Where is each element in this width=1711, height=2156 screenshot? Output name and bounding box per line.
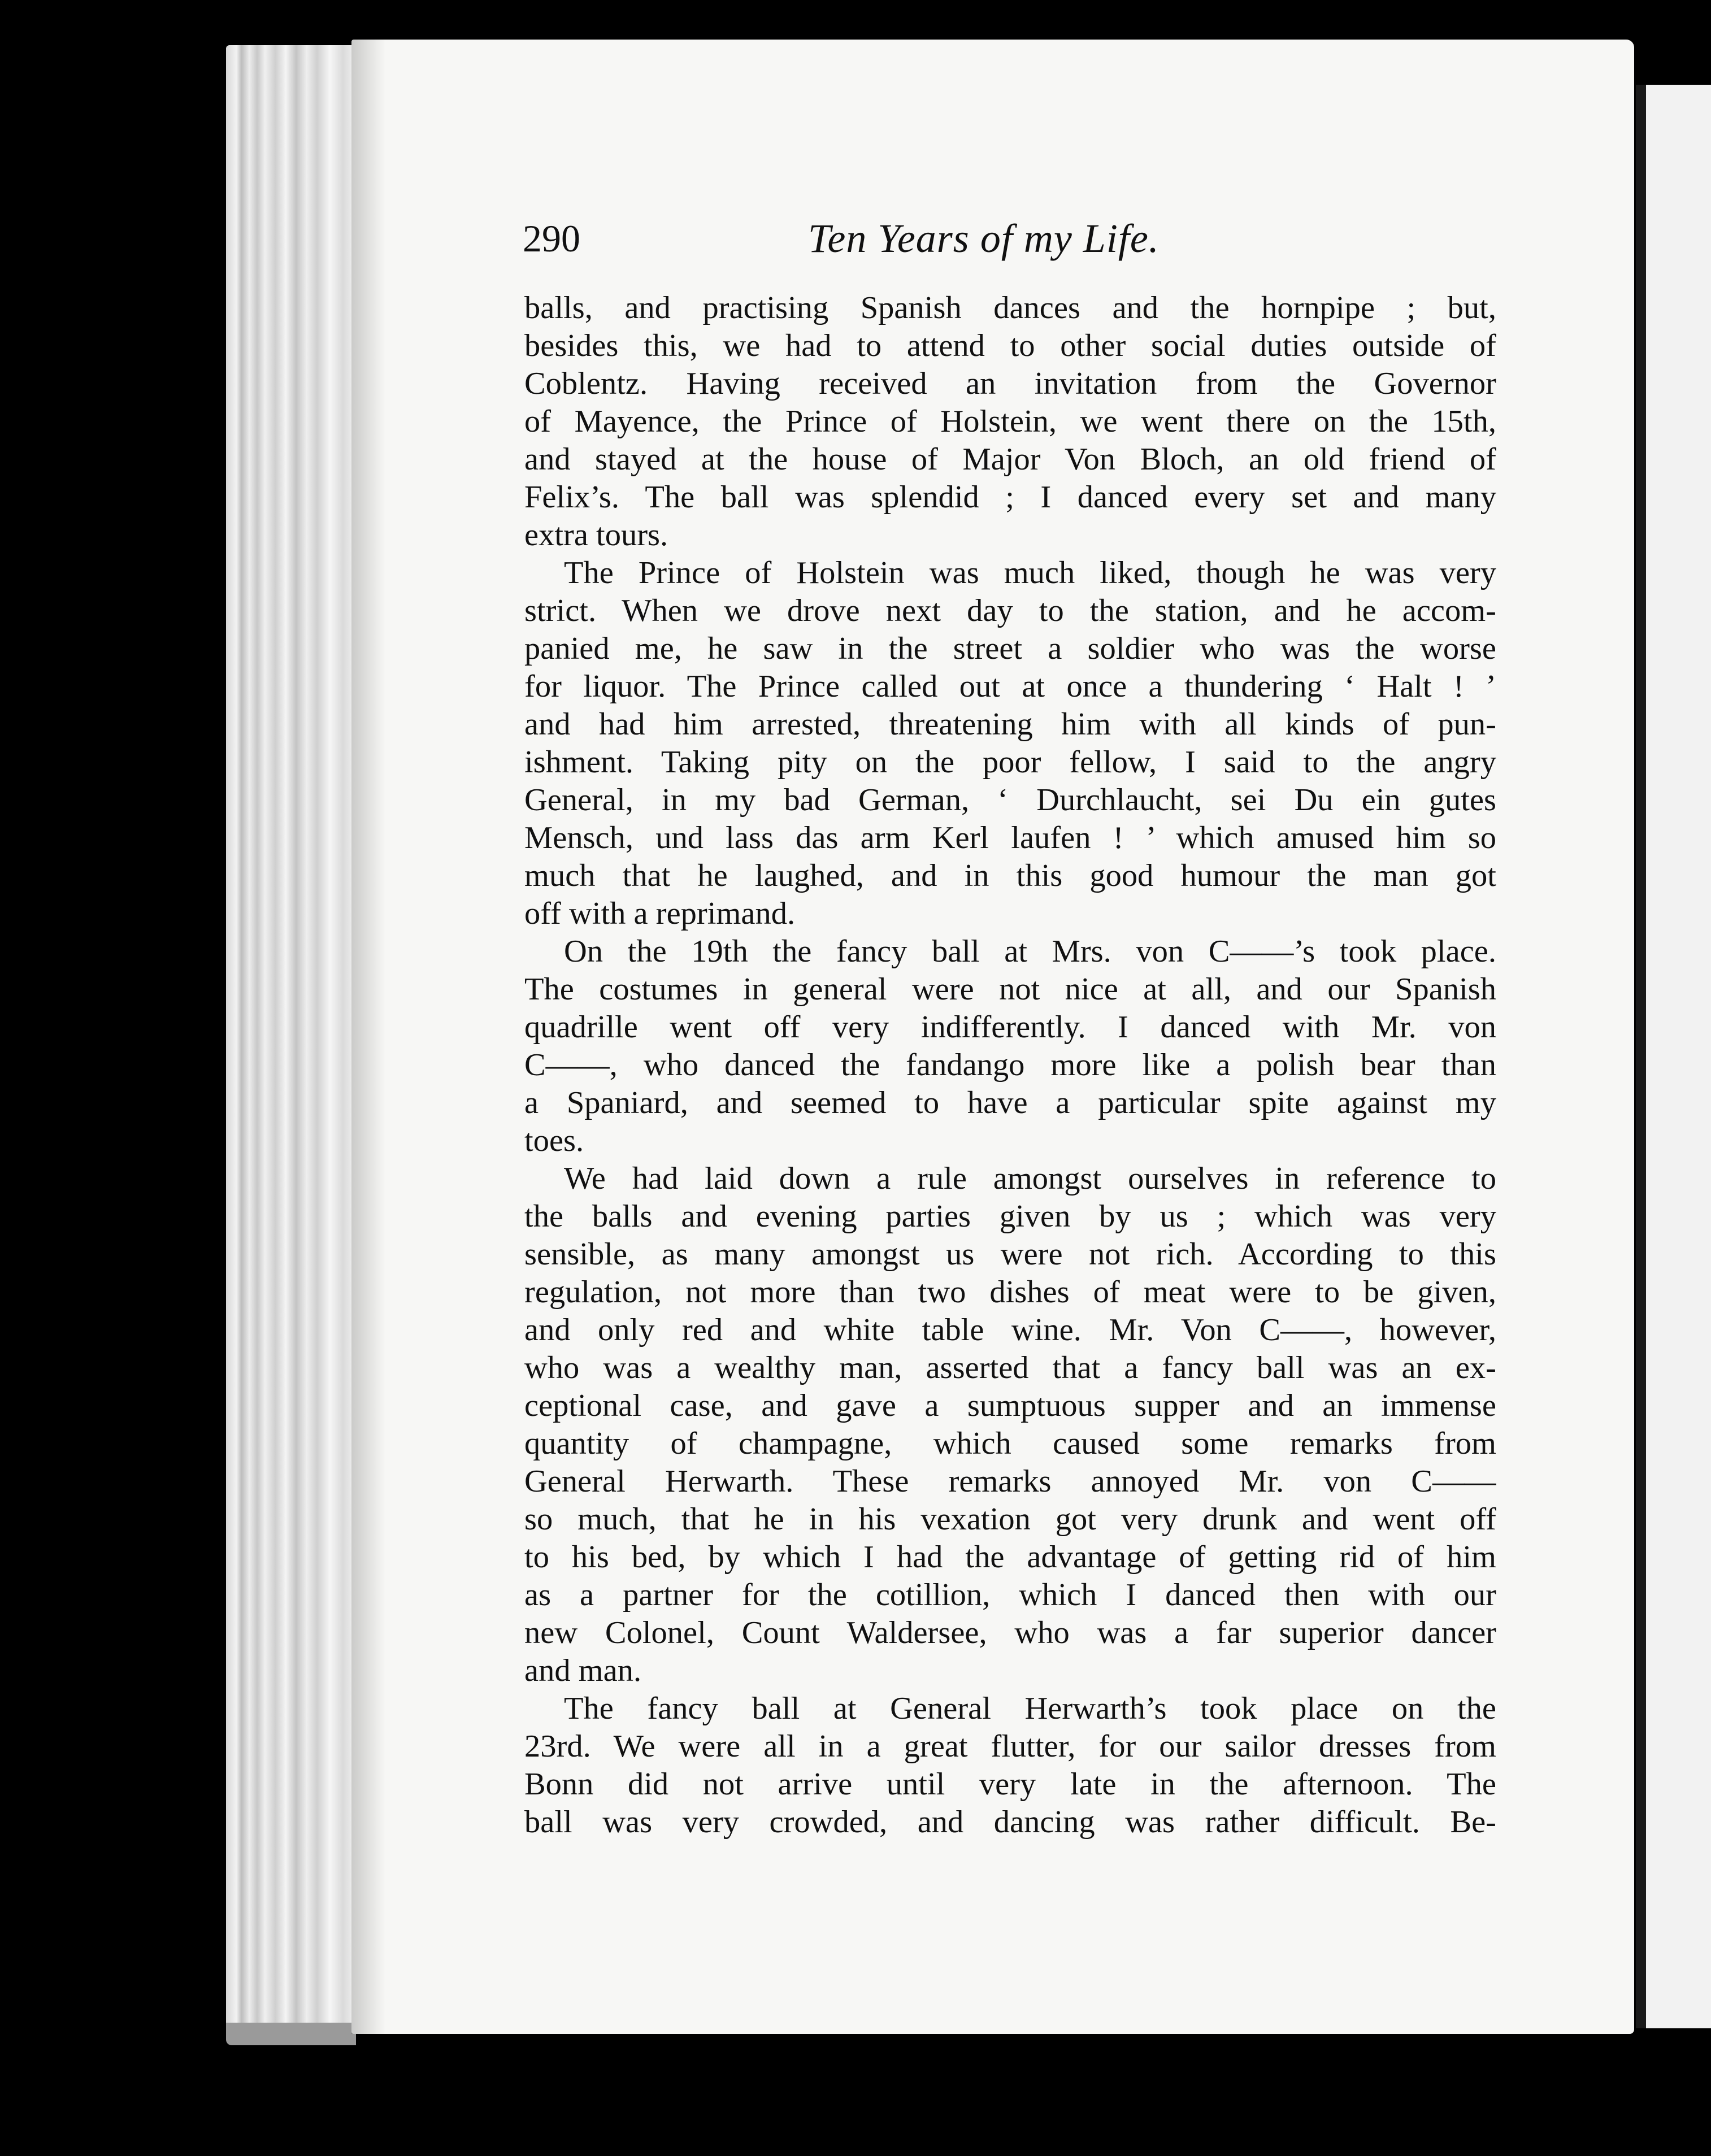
running-title: Ten Years of my Life. xyxy=(808,216,1160,261)
text-line: strict. When we drove next day to the station, and he accom- xyxy=(524,593,1496,628)
text-line: the balls and evening parties given by us ; which was very xyxy=(524,1199,1496,1234)
text-line: off with a reprimand. xyxy=(524,896,796,931)
text-line: so much, that he in his vexation got very drunk and went off xyxy=(524,1502,1496,1537)
text-line: quadrille went off very indifferently. I danced with Mr. von xyxy=(524,1010,1496,1045)
text-line: General Herwarth. These remarks annoyed Mr. von C—— xyxy=(524,1464,1496,1499)
text-line: General, in my bad German, ‘ Durchlaucht, sei Du ein gutes xyxy=(524,783,1496,818)
text-line: and man. xyxy=(524,1653,642,1688)
text-line: On the 19th the fancy ball at Mrs. von C——’s took place. xyxy=(564,934,1496,969)
adjacent-page-edge xyxy=(1636,85,1711,2028)
text-line: balls, and practising Spanish dances and the hornpipe ; but, xyxy=(524,290,1496,325)
text-line: besides this, we had to attend to other social duties outside of xyxy=(524,328,1496,363)
text-line: extra tours. xyxy=(524,518,668,553)
text-line: and only red and white table wine. Mr. Von C——, however, xyxy=(524,1312,1496,1348)
text-line: Felix’s. The ball was splendid ; I danced every set and many xyxy=(524,480,1496,515)
text-line: Coblentz. Having received an invitation from the Governor xyxy=(524,366,1496,401)
text-line: toes. xyxy=(524,1123,584,1158)
page-number: 290 xyxy=(523,217,580,260)
text-line: ishment. Taking pity on the poor fellow, I said to the angry xyxy=(524,745,1496,780)
text-line: The fancy ball at General Herwarth’s took place on the xyxy=(564,1691,1496,1726)
page-header xyxy=(523,210,1229,272)
text-line: much that he laughed, and in this good humour the man got xyxy=(524,858,1496,893)
text-line: panied me, he saw in the street a soldier who was the worse xyxy=(524,631,1496,666)
text-line: regulation, not more than two dishes of meat were to be given, xyxy=(524,1275,1496,1310)
text-line: to his bed, by which I had the advantage of getting rid of him xyxy=(524,1540,1496,1575)
text-line: and stayed at the house of Major Von Bloch, an old friend of xyxy=(524,442,1496,477)
text-line: C——, who danced the fandango more like a polish bear than xyxy=(524,1047,1496,1083)
text-line: who was a wealthy man, asserted that a fancy ball was an ex- xyxy=(524,1350,1496,1385)
text-line: The costumes in general were not nice at all, and our Spanish xyxy=(524,972,1496,1007)
text-line: ball was very crowded, and dancing was rather difficult. Be- xyxy=(524,1805,1496,1840)
text-line: for liquor. The Prince called out at once a thundering ‘ Halt ! ’ xyxy=(524,669,1496,704)
text-line: Bonn did not arrive until very late in the afternoon. The xyxy=(524,1767,1496,1802)
text-line: The Prince of Holstein was much liked, though he was very xyxy=(564,555,1496,590)
text-line: of Mayence, the Prince of Holstein, we went there on the 15th, xyxy=(524,404,1496,439)
text-line: We had laid down a rule amongst ourselves in reference to xyxy=(564,1161,1496,1196)
body-text xyxy=(524,289,1496,1841)
text-line: a Spaniard, and seemed to have a particular spite against my xyxy=(524,1085,1496,1120)
text-line: new Colonel, Count Waldersee, who was a far superior dancer xyxy=(524,1615,1496,1650)
book-page-edges xyxy=(226,45,356,2034)
gutter-shadow xyxy=(351,40,385,2034)
text-line: and had him arrested, threatening him with all kinds of pun- xyxy=(524,707,1496,742)
text-line: Mensch, und lass das arm Kerl laufen ! ’ which amused him so xyxy=(524,820,1496,855)
text-line: ceptional case, and gave a sumptuous supper and an immense xyxy=(524,1388,1496,1423)
text-line: quantity of champagne, which caused some remarks from xyxy=(524,1426,1496,1461)
text-line: 23rd. We were all in a great flutter, for our sailor dresses from xyxy=(524,1729,1496,1764)
text-line: as a partner for the cotillion, which I danced then with our xyxy=(524,1577,1496,1612)
text-line: sensible, as many amongst us were not rich. According to this xyxy=(524,1237,1496,1272)
